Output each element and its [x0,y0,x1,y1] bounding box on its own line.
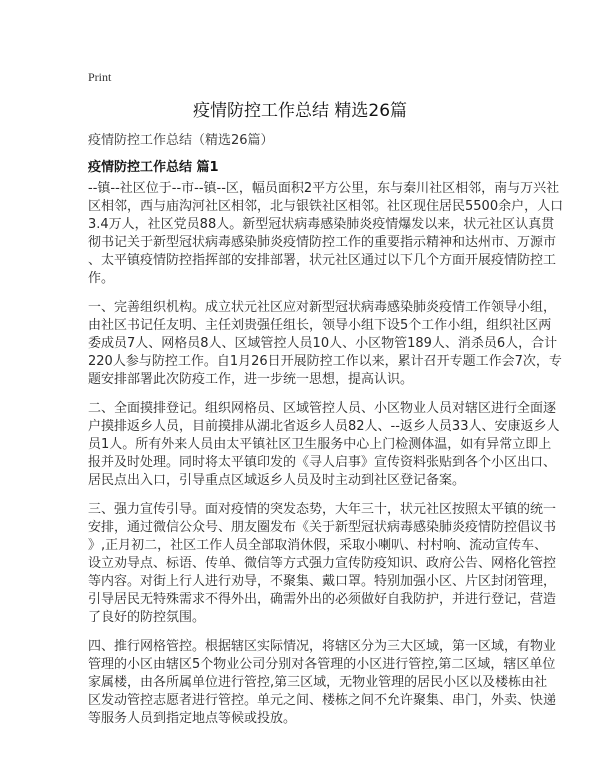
paragraph-line: 了良好的防控氛围。 [88,610,206,625]
paragraph-line: 居民点出入口，引导重点区域返乡人员及时主动到社区登记备案。 [88,473,466,488]
document-title: 疫情防控工作总结 精选26篇 [192,101,408,121]
section-heading: 疫情防控工作总结 篇1 [88,160,219,175]
paragraph-line: 3.4万人，社区党员88人。新型冠状病毒感染肺炎疫情爆发以来，状元社区认真贯 [88,217,555,232]
paragraph-line: 四、推行网格管控。根据辖区实际情况，将辖区分为三大区域，第一区域，有物业 [88,639,557,654]
paragraph-line: 设立劝导点、标语、传单、微信等方式强力宣传防疫知识、政府公告、网格化管控 [88,556,557,571]
paragraph-line: 户摸排返乡人员，目前摸排从湖北省返乡人员82人、--返乡人员33人、安康返乡人 [88,419,560,434]
paragraph-line: 》,正月初二，社区工作人员全部取消休假，采取小喇叭、村村响、流动宣传车、 [88,538,548,553]
paragraph-line: 区相邻，西与庙沟河社区相邻，北与银铁社区相邻。社区现住居民5500余户，人口 [88,199,564,214]
paragraph [88,400,560,490]
paragraph-line: 引导居民无特殊需求不得外出，确需外出的必须做好自我防护，并进行登记，营造 [88,592,557,607]
document-subtitle: 疫情防控工作总结（精选26篇） [88,133,274,148]
paragraph-line: 区发动管控志愿者进行管控。单元之间、楼栋之间不允许聚集、串门，外卖、快递 [88,693,557,708]
paragraph-line: 一、完善组织机构。成立状元社区应对新型冠状病毒感染肺炎疫情工作领导小组， [88,300,557,315]
paragraph-line: 报并及时处理。同时将太平镇印发的《寻人启事》宣传资料张贴到各个小区出口、 [88,455,557,470]
paragraph-line: 题安排部署此次防疫工作，进一步统一思想，提高认识。 [88,372,414,387]
paragraph-line: 安排，通过微信公众号、朋友圈发布《关于新型冠状病毒感染肺炎疫情防控倡议书 [88,520,557,535]
paragraph [88,299,562,389]
document-body [88,180,564,739]
paragraph-line: 三、强力宣传引导。面对疫情的突发态势，大年三十，状元社区按照太平镇的统一 [88,502,557,517]
paragraph-line: 委成员7人、网格员8人、区域管控人员10人、小区物管189人、消杀员6人，合计 [88,336,558,351]
paragraph-line: 二、全面摸排登记。组织网格员、区域管控人员、小区物业人员对辖区进行全面逐 [88,401,557,416]
paragraph [88,180,564,288]
paragraph-line: 、太平镇疫情防控指挥部的安排部署，状元社区通过以下几个方面开展疫情防控工 [88,253,557,268]
paragraph-line: 作。 [88,271,115,286]
paragraph-line: 家属楼，由各所属单位进行管控,第三区域，无物业管理的居民小区以及楼栋由社 [88,675,548,690]
print-label: Print [88,70,112,84]
paragraph [88,501,557,627]
paragraph [88,638,557,728]
paragraph-line: 由社区书记任友明、主任刘贵强任组长，领导小组下设5个工作小组，组织社区两 [88,318,552,333]
paragraph-line: 等服务人员到指定地点等候或投放。 [88,711,297,726]
paragraph-line: 220人参与防控工作。自1月26日开展防控工作以来，累计召开专题工作会7次，专 [88,354,562,369]
paragraph-line: 员1人。所有外来人员由太平镇社区卫生服务中心上门检测体温，如有异常立即上 [88,437,552,452]
paragraph-line: 彻书记关于新型冠状病毒感染肺炎疫情防控工作的重要指示精神和达州市、万源市 [88,235,557,250]
paragraph-line: 等内容。对街上行人进行劝导，不聚集、戴口罩。特别加强小区、片区封闭管理， [88,574,557,589]
paragraph-line: --镇--社区位于--市--镇--区，幅员面积2平方公里，东与秦川社区相邻，南与万兴社 [88,181,560,196]
paragraph-line: 管理的小区由辖区5个物业公司分别对各管理的小区进行管控,第二区域，辖区单位 [88,657,556,672]
